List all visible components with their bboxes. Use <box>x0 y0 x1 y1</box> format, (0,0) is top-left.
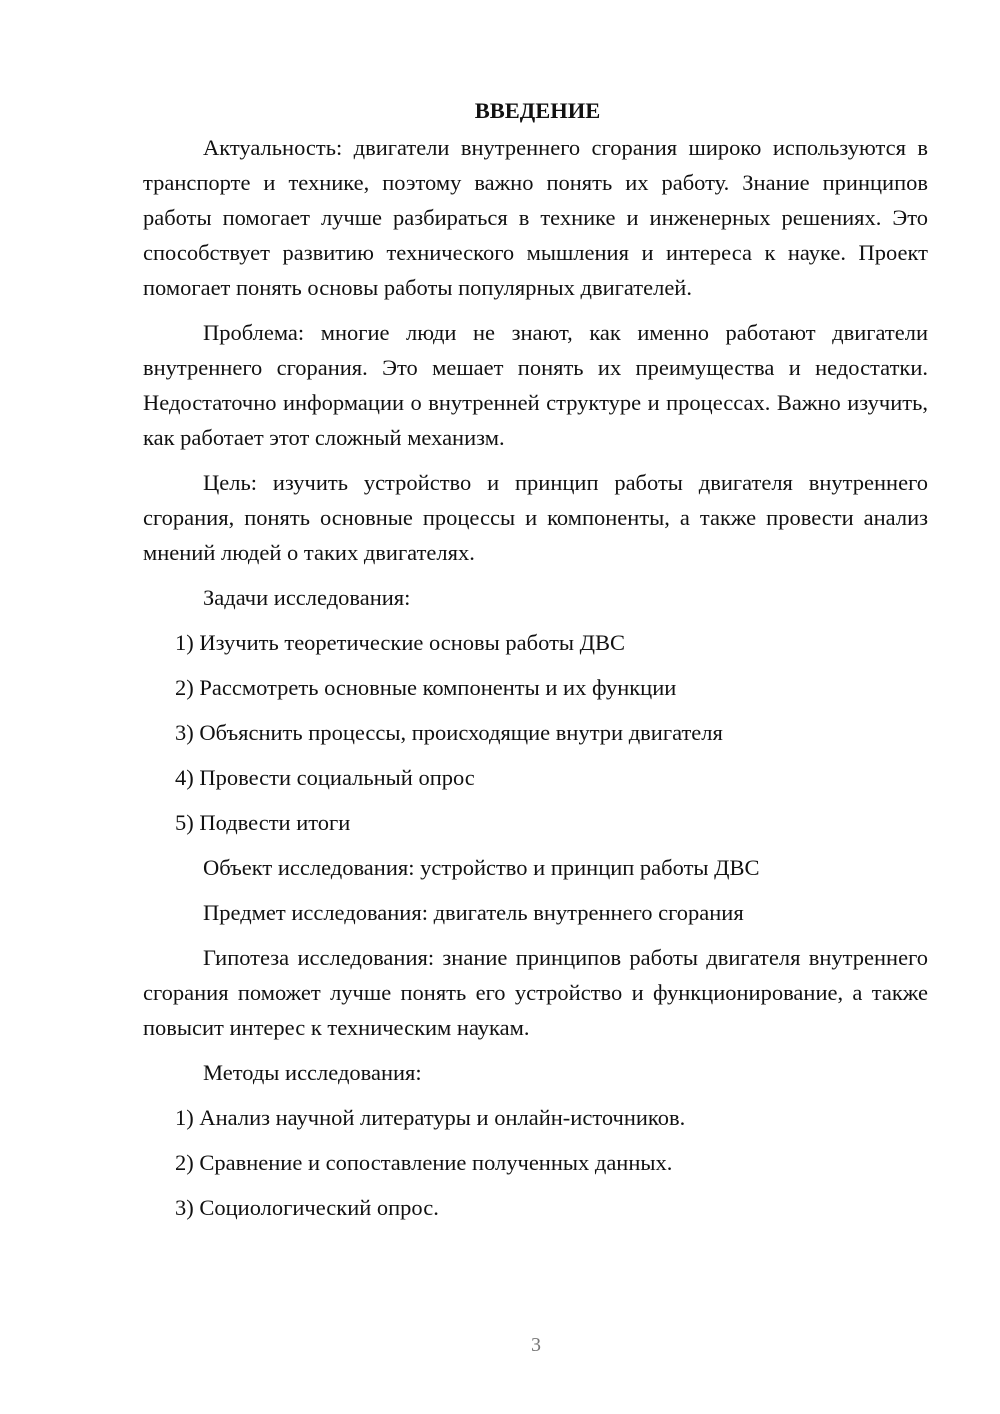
paragraph-problem: Проблема: многие люди не знают, как именно работают двигатели внутреннего сгорания. Это мешает понять их преимущества и недостатки. Недостаточно информации о внутренней структуре и процессах. Важно изучить, как работает этот сложный механизм. <box>143 320 928 450</box>
task-item: 2) Рассмотреть основные компоненты и их функции <box>175 675 677 700</box>
method-item: 3) Социологический опрос. <box>175 1195 439 1220</box>
paragraph-hypothesis: Гипотеза исследования: знание принципов работы двигателя внутреннего сгорания поможет лучше понять его устройство и функционирование, а также повысит интерес к техническим наукам. <box>143 945 928 1040</box>
task-item: 1) Изучить теоретические основы работы ДВС <box>175 630 625 655</box>
page-content <box>143 96 928 1235</box>
method-item: 1) Анализ научной литературы и онлайн-источников. <box>175 1105 686 1130</box>
methods-heading: Методы исследования: <box>203 1060 422 1085</box>
tasks-heading: Задачи исследования: <box>203 585 411 610</box>
task-item: 4) Провести социальный опрос <box>175 765 475 790</box>
page-title: ВВЕДЕНИЕ <box>474 98 601 123</box>
paragraph-goal: Цель: изучить устройство и принцип работы двигателя внутреннего сгорания, понять основные процессы и компоненты, а также провести анализ мнений людей о таких двигателях. <box>143 470 928 565</box>
page-number: 3 <box>531 1334 541 1356</box>
method-item: 2) Сравнение и сопоставление полученных данных. <box>175 1150 673 1175</box>
paragraph-relevance: Актуальность: двигатели внутреннего сгорания широко используются в транспорте и технике, поэтому важно понять их работу. Знание принципов работы помогает лучше разбираться в технике и инженерных решениях. Это способствует развитию технического мышления и интереса к науке. Проект помогает понять основы работы популярных двигателей. <box>143 135 928 300</box>
research-subject: Предмет исследования: двигатель внутреннего сгорания <box>203 900 744 925</box>
research-object: Объект исследования: устройство и принцип работы ДВС <box>203 855 760 880</box>
task-item: 3) Объяснить процессы, происходящие внутри двигателя <box>175 720 723 745</box>
task-item: 5) Подвести итоги <box>175 810 351 835</box>
